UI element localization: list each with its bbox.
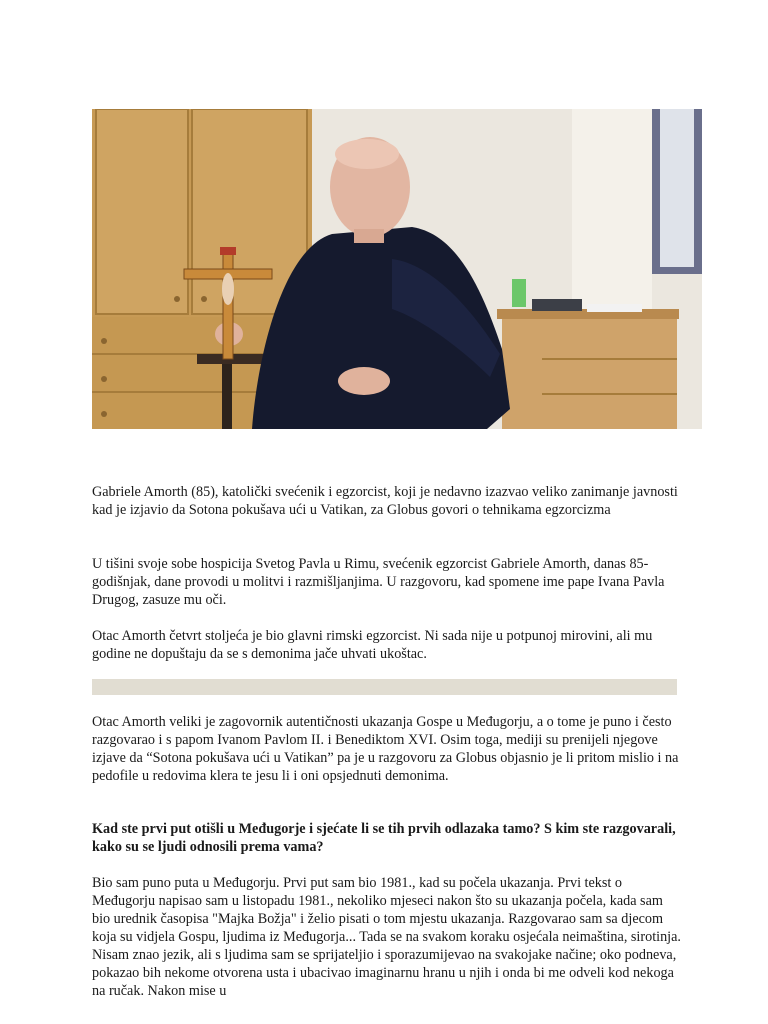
article-paragraph-3: Otac Amorth veliki je zagovornik autentičnosti ukazanja Gospe u Međugorju, a o tome je puno i često razgovarao i s papom Ivanom Pavlom II. i Benediktom XVI. Osim toga, mediji su prenijeli njegove izjave da “Sotona pokušava ući u Vatikan” pa je u razgovoru za Globus objasnio je li pritom mislio i na pedofile u redovima klera te jesu li i oni opsjednuti demonima.	[92, 714, 679, 784]
article-photo	[92, 109, 702, 429]
article-paragraph-2: Otac Amorth četvrt stoljeća je bio glavni rimski egzorcist. Ni sada nije u potpunoj mirovini, ali mu godine ne dopuštaju da se s demonima jače uhvati ukoštac.	[92, 628, 653, 662]
interview-answer-1: Bio sam puno puta u Međugorju. Prvi put sam bio 1981., kad su počela ukazanja. Prvi tekst o Međugorju napisao sam u listopadu 1981., nekoliko mjeseci nakon što su ukazanja počela, kada sam bio urednik časopisa "Majka Božja" i želio pisati o tom mjestu ukazanja. Razgovarao sam sa djecom koja su vidjela Gospu, ljudima iz Međugorja... Tada se na svakom koraku osjećala neimaština, sirotinja. Nisam znao jezik, ali s ljudima sam se sprijateljio i sporazumijevao na svakojake načine; oko podneva, pokazao bih nekome otvorena usta i ubacivao imaginarnu hranu u njih i onda bi me odveli kod nekoga na ručak. Nakon mise u	[92, 875, 681, 999]
article-paragraph-1: U tišini svoje sobe hospicija Svetog Pavla u Rimu, svećenik egzorcist Gabriele Amorth, danas 85-godišnjak, dane provodi u molitvi i razmišljanjima. U razgovoru, kad spomene ime pape Ivana Pavla Drugog, zasuze mu oči.	[92, 556, 665, 608]
article-intro: Gabriele Amorth (85), katolički svećenik i egzorcist, koji je nedavno izazvao veliko zanimanje javnosti kad je izjavio da Sotona pokušava ući u Vatikan, za Globus govori o tehnikama egzorcizma	[92, 484, 678, 518]
interview-question-1: Kad ste prvi put otišli u Međugorje i sjećate li se tih prvih odlazaka tamo? S kim ste razgovarali, kako su se ljudi odnosili prema vama?	[92, 821, 676, 855]
section-divider	[92, 679, 677, 695]
priest-photo-illustration	[92, 109, 702, 429]
